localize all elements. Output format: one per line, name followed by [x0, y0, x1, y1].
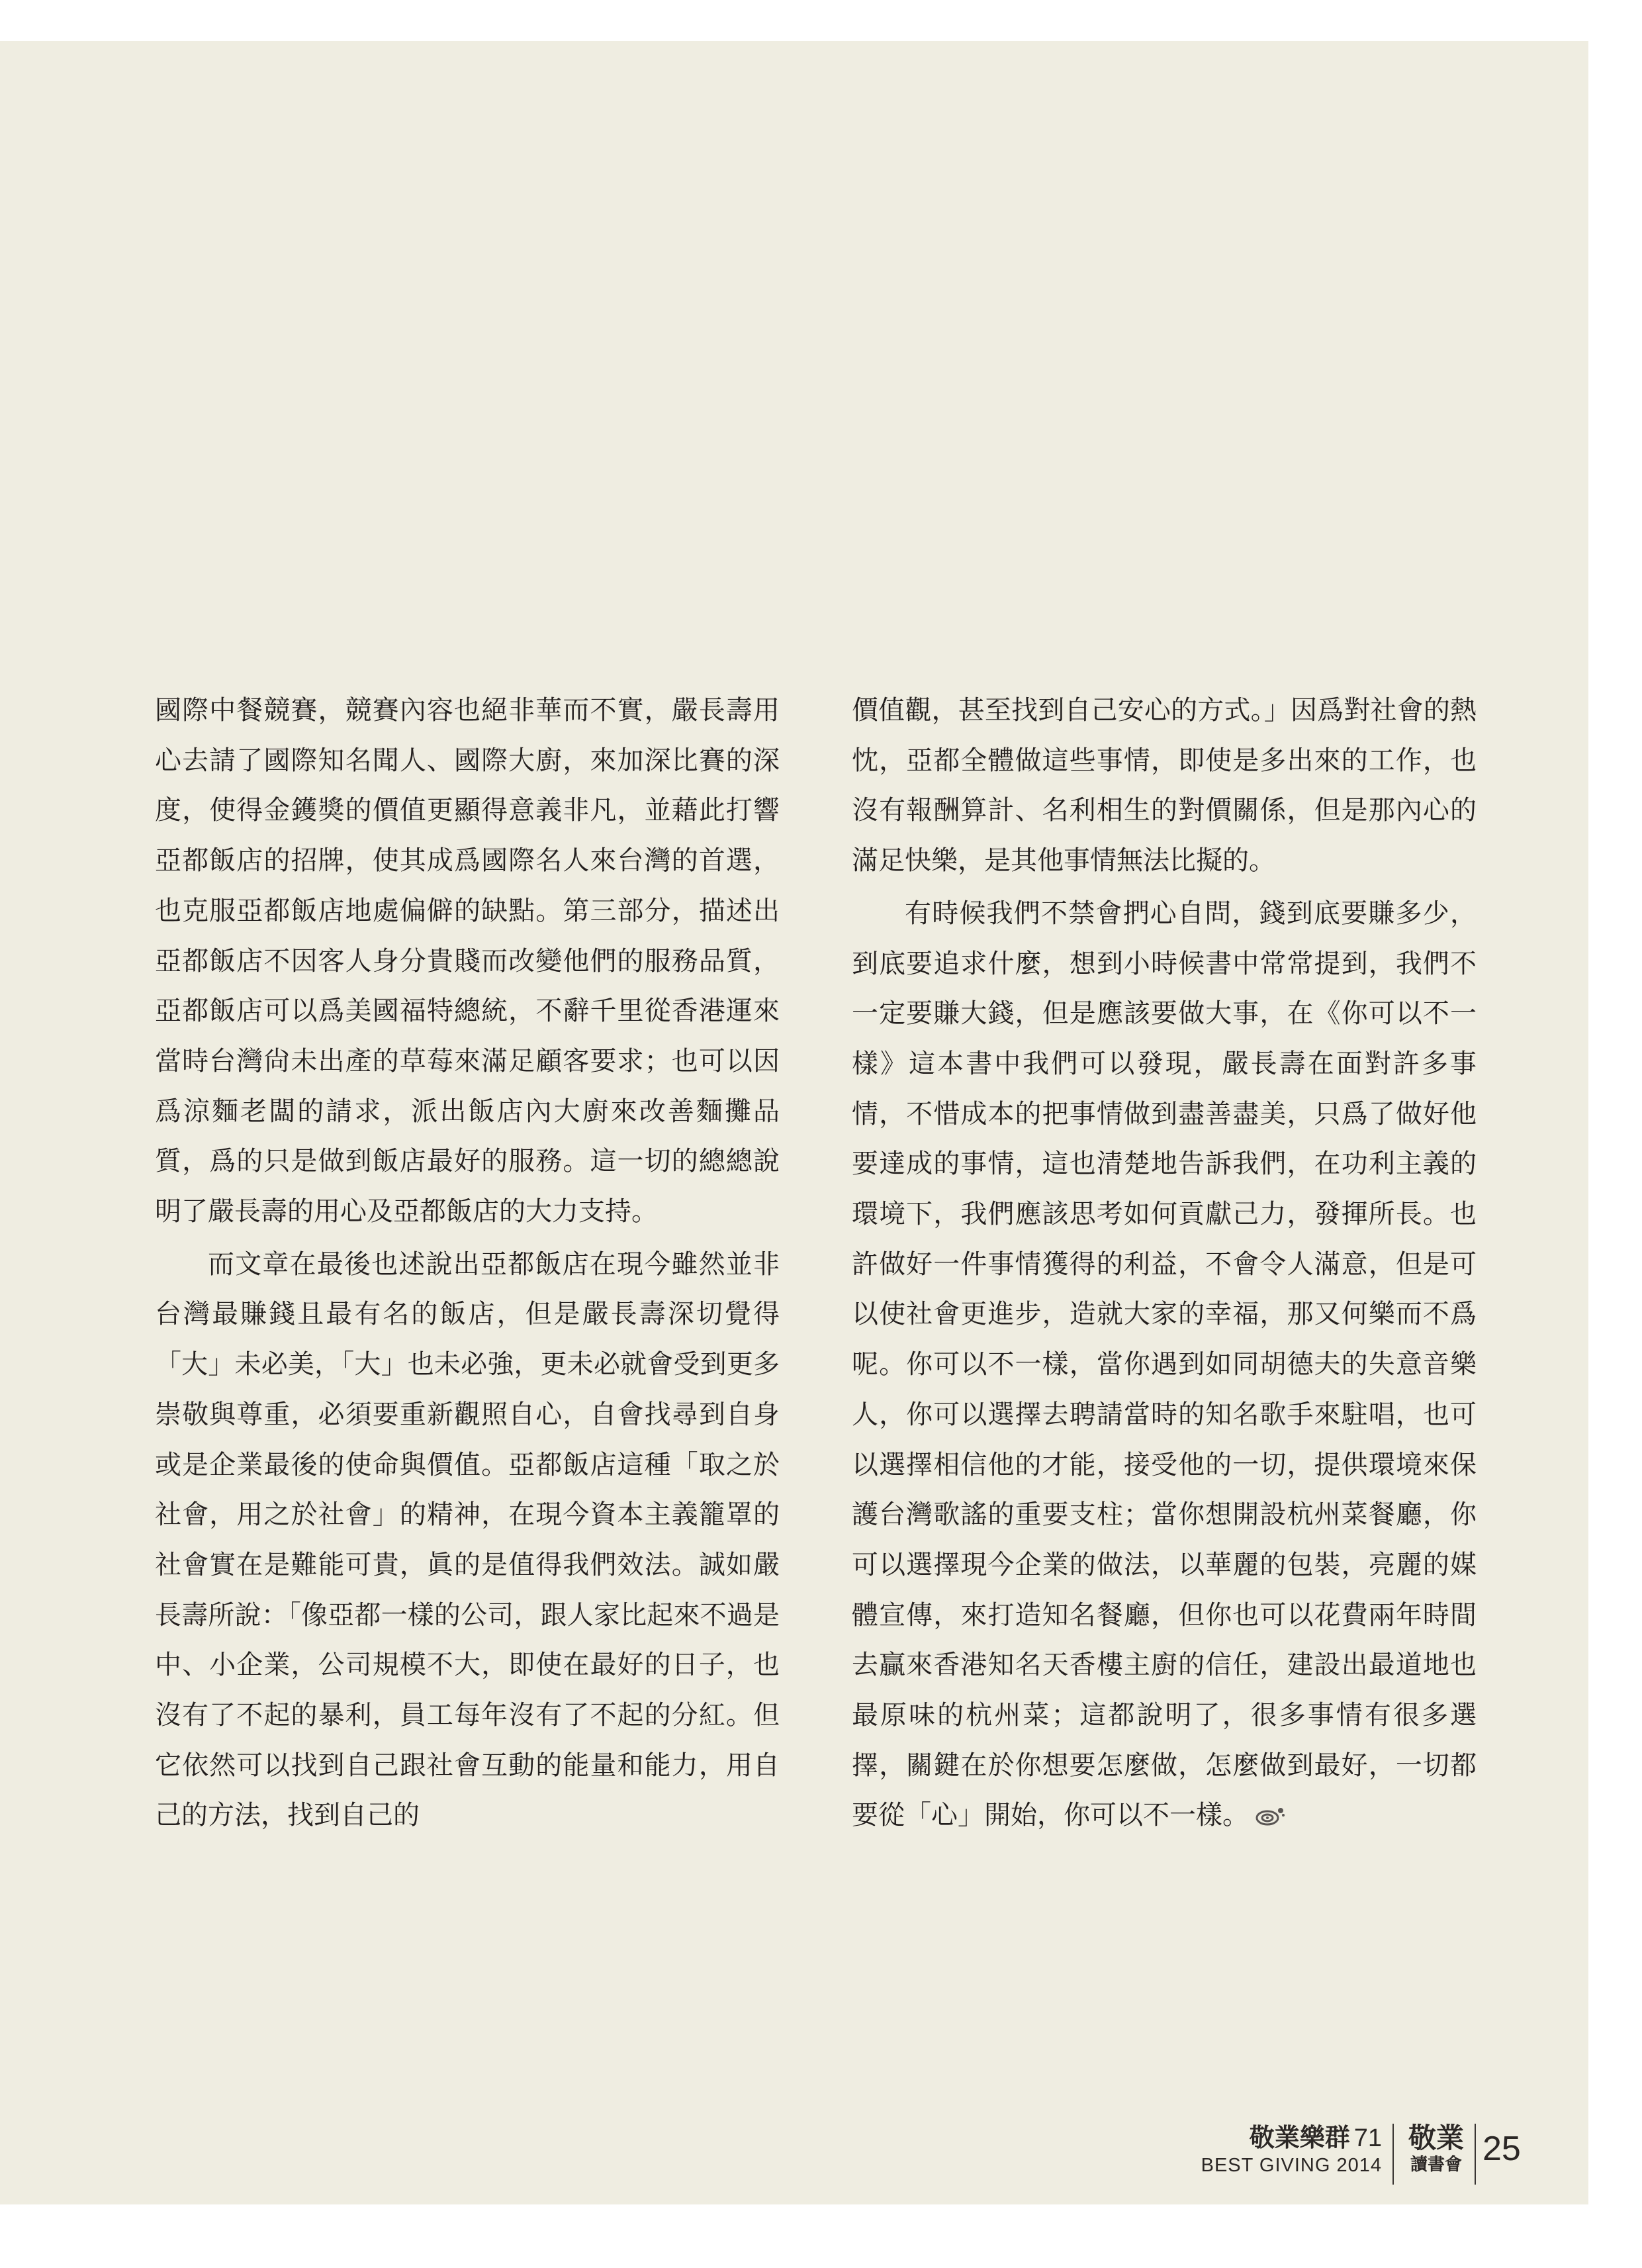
issue-number: 71 [1353, 2124, 1382, 2152]
article-column-right [852, 686, 1477, 1841]
paragraph: 而文章在最後也述說出亞都飯店在現今雖然並非台灣最賺錢且最有名的飯店，但是嚴長壽深切覺得「大」未必美，「大」也未必強，更未必就會受到更多崇敬與尊重，必須要重新觀照自心，自會找尋到自身或是企業最後的使命與價值。亞都飯店這種「取之於社會，用之於社會」的精神，在現今資本主義籠罩的社會實在是難能可貴，眞的是值得我們效法。誠如嚴長壽所說：「像亞都一樣的公司，跟人家比起來不過是中、小企業，公司規模不大，即使在最好的日子，也沒有了不起的暴利，員工每年沒有了不起的分紅。但它依然可以找到自己跟社會互動的能量和能力，用自己的方法，找到自己的 [155, 1249, 780, 1831]
paragraph [852, 889, 1477, 1841]
magazine-title [1198, 2122, 1382, 2153]
logo-top-text: 敬業 [1408, 2122, 1464, 2154]
swirl-end-mark-icon [1254, 1807, 1286, 1826]
reading-club-logo [1402, 2122, 1471, 2175]
footer-magazine-info [1198, 2122, 1382, 2177]
paragraph: 價值觀，甚至找到自己安心的方式。」因爲對社會的熱忱，亞都全體做這些事情，即使是多出來的工作，也沒有報酬算計、名利相生的對價關係，但是那內心的滿足快樂，是其他事情無法比擬的。 [852, 695, 1477, 876]
magazine-subtitle: BEST GIVING 2014 [1201, 2155, 1382, 2176]
paragraph-text: 有時候我們不禁會捫心自問，錢到底要賺多少，到底要追求什麼，想到小時候書中常常提到，我們不一定要賺大錢，但是應該要做大事，在《你可以不一樣》這本書中我們可以發現，嚴長壽在面對許多事情，不惜成本的把事情做到盡善盡美，只爲了做好他要達成的事情，這也清楚地告訴我們，在功利主義的環境下，我們應該思考如何貢獻己力，發揮所長。也許做好一件事情獲得的利益，不會令人滿意，但是可以使社會更進步，造就大家的幸福，那又何樂而不爲呢。你可以不一樣，當你遇到如同胡德夫的失意音樂人，你可以選擇去聘請當時的知名歌手來駐唱，也可以選擇相信他的才能，接受他的一切，提供環境來保護台灣歌謠的重要支柱；當你想開設杭州菜餐廳，你可以選擇現今企業的做法，以華麗的包裝，亮麗的媒體宣傳，來打造知名餐廳，但你也可以花費兩年時間去贏來香港知名天香樓主廚的信任，建設出最道地也最原味的杭州菜；這都說明了，很多事情有很多選擇，關鍵在於你想要怎麼做，怎麼做到最好，一切都要從「心」開始，你可以不一樣。 [852, 898, 1477, 1831]
magazine-title-text: 敬業樂群 [1249, 2122, 1350, 2152]
page-number: 25 [1482, 2130, 1521, 2168]
paragraph: 國際中餐競賽，競賽內容也絕非華而不實，嚴長壽用心去請了國際知名聞人、國際大廚，來加深比賽的深度，使得金鑊獎的價值更顯得意義非凡，並藉此打響亞都飯店的招牌，使其成爲國際名人來台灣的首選，也克服亞都飯店地處偏僻的缺點。第三部分，描述出亞都飯店不因客人身分貴賤而改變他們的服務品質，亞都飯店可以爲美國福特總統，不辭千里從香港運來當時台灣尙未出產的草莓來滿足顧客要求；也可以因爲涼麵老闆的請求，派出飯店內大廚來改善麵攤品質，爲的只是做到飯店最好的服務。這一切的總總說明了嚴長壽的用心及亞都飯店的大力支持。 [155, 695, 780, 1227]
footer-divider [1392, 2124, 1394, 2185]
article-column-left [155, 686, 780, 1841]
footer-divider [1475, 2124, 1476, 2185]
logo-bottom-text: 讀書會 [1410, 2155, 1462, 2175]
